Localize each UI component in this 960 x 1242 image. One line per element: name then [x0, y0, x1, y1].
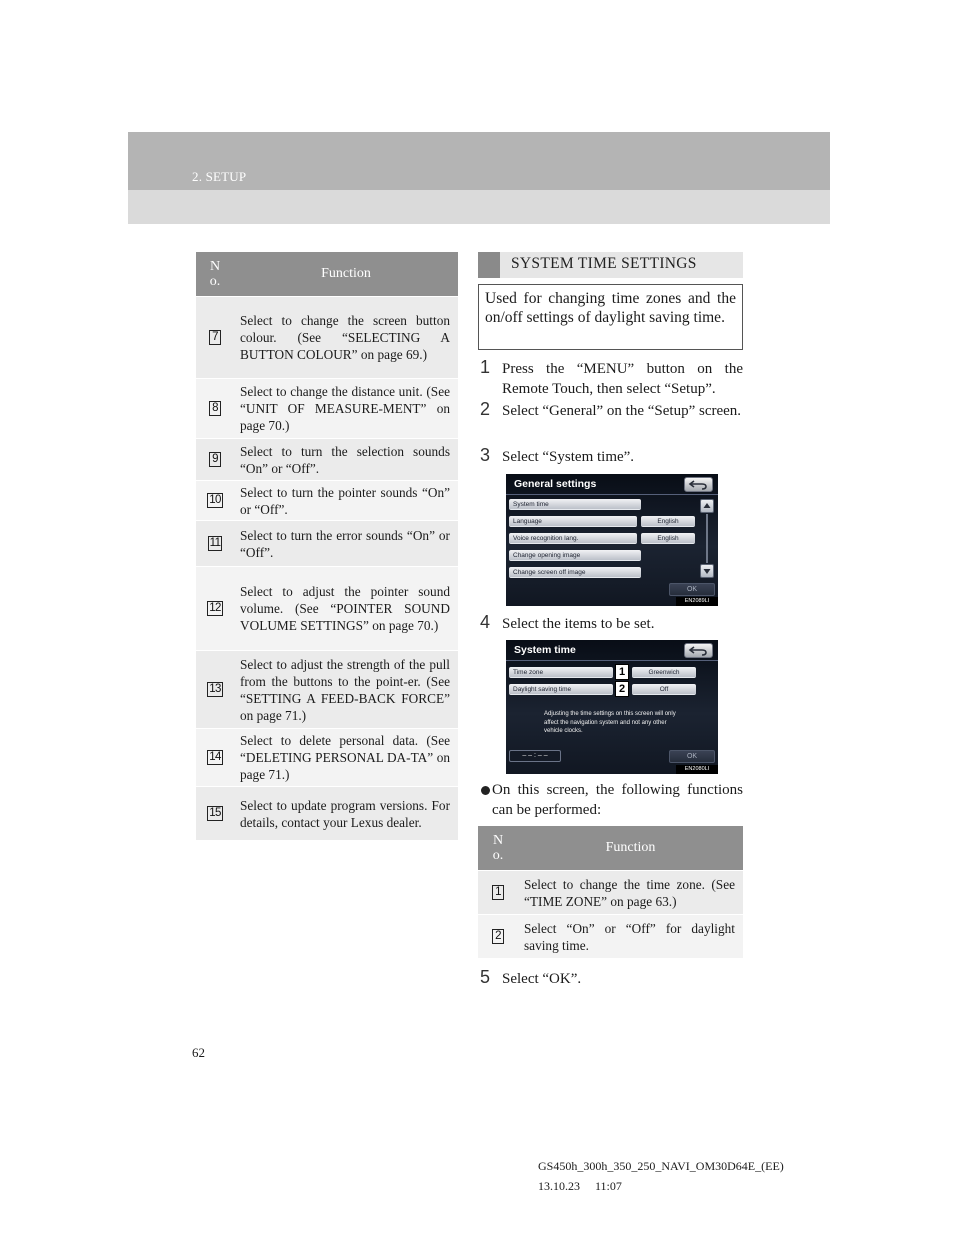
- row-number-marker: 9: [209, 452, 221, 467]
- daylight-saving-value: Off: [632, 684, 696, 695]
- language-value: English: [641, 516, 695, 527]
- row-number-marker: 2: [492, 929, 504, 944]
- bullet-icon: [481, 786, 490, 795]
- row-function-text: Select to adjust the strength of the pull from the buttons to the point-er. (See “SETTING A FEED-BACK FORCE” on page 71.): [240, 656, 450, 723]
- menu-item-change-screen-off-image: Change screen off image: [509, 567, 641, 578]
- row-number-cell: [196, 401, 234, 416]
- row-function-text: Select to adjust the pointer sound volume. (See “POINTER SOUND VOLUME SETTINGS” on page 70.): [240, 584, 450, 633]
- menu-item-voice-recognition-lang: Voice recognition lang.: [509, 533, 637, 544]
- ok-button: OK: [669, 583, 715, 596]
- row-number-marker: 13: [209, 683, 221, 695]
- image-code: EN2080LI: [676, 765, 718, 774]
- menu-item-daylight-saving-time: Daylight saving time: [509, 684, 613, 695]
- scroll-up-button: [700, 499, 714, 513]
- screen-title: General settings: [514, 478, 597, 490]
- back-button: [684, 643, 713, 658]
- page-header-band: [128, 132, 830, 224]
- title-divider: [506, 660, 718, 661]
- column-header-function: Function: [321, 266, 371, 281]
- callout-marker-2: 2: [615, 681, 629, 697]
- clock-display: – – : – –: [509, 750, 561, 762]
- row-number-marker: 1: [492, 885, 504, 900]
- column-header-no: [478, 826, 518, 870]
- row-number-cell: [196, 682, 234, 697]
- voice-recognition-value: English: [641, 533, 695, 544]
- back-arrow-icon: [685, 478, 712, 491]
- row-number-marker: 14: [209, 751, 221, 763]
- callout-marker-1: 1: [615, 664, 629, 680]
- step-text: Select “OK”.: [502, 971, 582, 987]
- step-number: 3: [480, 445, 491, 465]
- time-zone-value: Greenwich: [632, 667, 696, 678]
- row-function-text: Select to change the time zone. (See “TIME ZONE” on page 63.): [524, 876, 735, 909]
- title-divider: [506, 494, 718, 495]
- table-row: [196, 566, 458, 650]
- row-number-cell: [196, 536, 234, 551]
- step-number: 4: [480, 612, 491, 632]
- image-code: EN2089LI: [676, 597, 718, 606]
- step-number: 2: [480, 399, 491, 419]
- step-number: 1: [480, 357, 491, 377]
- section-intro-box: Used for changing time zones and the on/off settings of daylight saving time.: [478, 284, 743, 350]
- menu-item-system-time: System time: [509, 499, 641, 510]
- table-row: [196, 650, 458, 728]
- scroll-down-button: [700, 564, 714, 578]
- table-row: [478, 914, 743, 958]
- row-number-marker: 12: [209, 602, 221, 614]
- column-header-function: Function: [605, 840, 656, 855]
- function-table-header: [478, 826, 743, 870]
- step-5: [478, 967, 743, 990]
- time-settings-message: Adjusting the time settings on this screen will only affect the navigation system and not any other vehicle clocks.: [544, 711, 676, 734]
- row-number-cell: [478, 929, 518, 944]
- menu-item-language: Language: [509, 516, 637, 527]
- step-text: Select the items to be set.: [502, 616, 655, 632]
- row-number-marker: 7: [209, 330, 221, 345]
- table-row: [196, 438, 458, 480]
- section-heading-text: SYSTEM TIME SETTINGS: [511, 255, 697, 272]
- table-row: [196, 378, 458, 438]
- footer-timestamp: 13.10.23 11:07: [538, 1179, 622, 1193]
- row-function-text: Select to update program versions. For details, contact your Lexus dealer.: [240, 797, 450, 830]
- row-function-text: Select to turn the error sounds “On” or “Off”.: [240, 527, 450, 560]
- row-number-cell: [196, 452, 234, 467]
- step-2: [478, 399, 743, 422]
- column-header-no-label: No.: [492, 833, 504, 863]
- row-number-cell: [196, 601, 234, 616]
- row-number-marker: 15: [209, 807, 221, 819]
- row-number-marker: 10: [209, 494, 221, 506]
- scroll-down-icon: [701, 565, 713, 577]
- section-heading: [478, 252, 743, 278]
- row-number-marker: 11: [209, 537, 221, 549]
- step-text: Select “System time”.: [502, 449, 635, 465]
- header-bottom-strip: [128, 190, 830, 224]
- system-time-screenshot: [506, 640, 718, 774]
- table-row: [196, 296, 458, 378]
- table-row: [196, 728, 458, 786]
- row-function-text: Select “On” or “Off” for daylight saving time.: [524, 920, 735, 953]
- section-heading-marker: [478, 252, 500, 278]
- step-text: Press the “MENU” button on the Remote Touch, then select “Setup”.: [502, 361, 743, 397]
- row-number-cell: [196, 750, 234, 765]
- row-number-cell: [196, 493, 234, 508]
- table-row: [196, 786, 458, 840]
- column-header-no-label: No.: [209, 259, 221, 289]
- back-arrow-icon: [685, 644, 712, 657]
- general-settings-screenshot: [506, 474, 718, 606]
- scroll-up-icon: [701, 500, 713, 512]
- step-text: Select “General” on the “Setup” screen.: [502, 403, 742, 419]
- screen-title: System time: [514, 644, 576, 656]
- footer-document-code: GS450h_300h_350_250_NAVI_OM30D64E_(EE): [538, 1159, 784, 1173]
- step-3: [478, 445, 743, 468]
- step-4: [478, 612, 743, 635]
- row-function-text: Select to change the screen button colour. (See “SELECTING A BUTTON COLOUR” on page 69.): [240, 313, 450, 362]
- step-1: [478, 357, 743, 399]
- row-number-marker: 8: [209, 401, 221, 416]
- bullet-text: On this screen, the following functions can be performed:: [492, 782, 743, 818]
- menu-item-change-opening-image: Change opening image: [509, 550, 641, 561]
- row-function-text: Select to turn the selection sounds “On” or “Off”.: [240, 443, 450, 476]
- back-button: [684, 477, 713, 492]
- table-row: [196, 520, 458, 566]
- page-number: 62: [192, 1045, 205, 1060]
- function-table: [196, 252, 458, 840]
- system-time-function-table: [478, 826, 743, 958]
- scroll-track: [706, 514, 708, 563]
- table-row: [196, 480, 458, 520]
- bullet-item: [478, 781, 743, 820]
- row-function-text: Select to turn the pointer sounds “On” or “Off”.: [240, 484, 450, 517]
- row-function-text: Select to change the distance unit. (See “UNIT OF MEASURE-MENT” on page 70.): [240, 384, 450, 433]
- table-row: [478, 870, 743, 914]
- step-number: 5: [480, 967, 491, 987]
- section-title: 2. SETUP: [192, 169, 247, 184]
- function-table-header: [196, 252, 458, 296]
- row-number-cell: [196, 330, 234, 345]
- menu-item-time-zone: Time zone: [509, 667, 613, 678]
- row-number-cell: [196, 806, 234, 821]
- column-header-no: [196, 252, 234, 296]
- row-number-cell: [478, 885, 518, 900]
- row-function-text: Select to delete personal data. (See “DELETING PERSONAL DA-TA” on page 71.): [240, 733, 450, 782]
- ok-button: OK: [669, 750, 715, 763]
